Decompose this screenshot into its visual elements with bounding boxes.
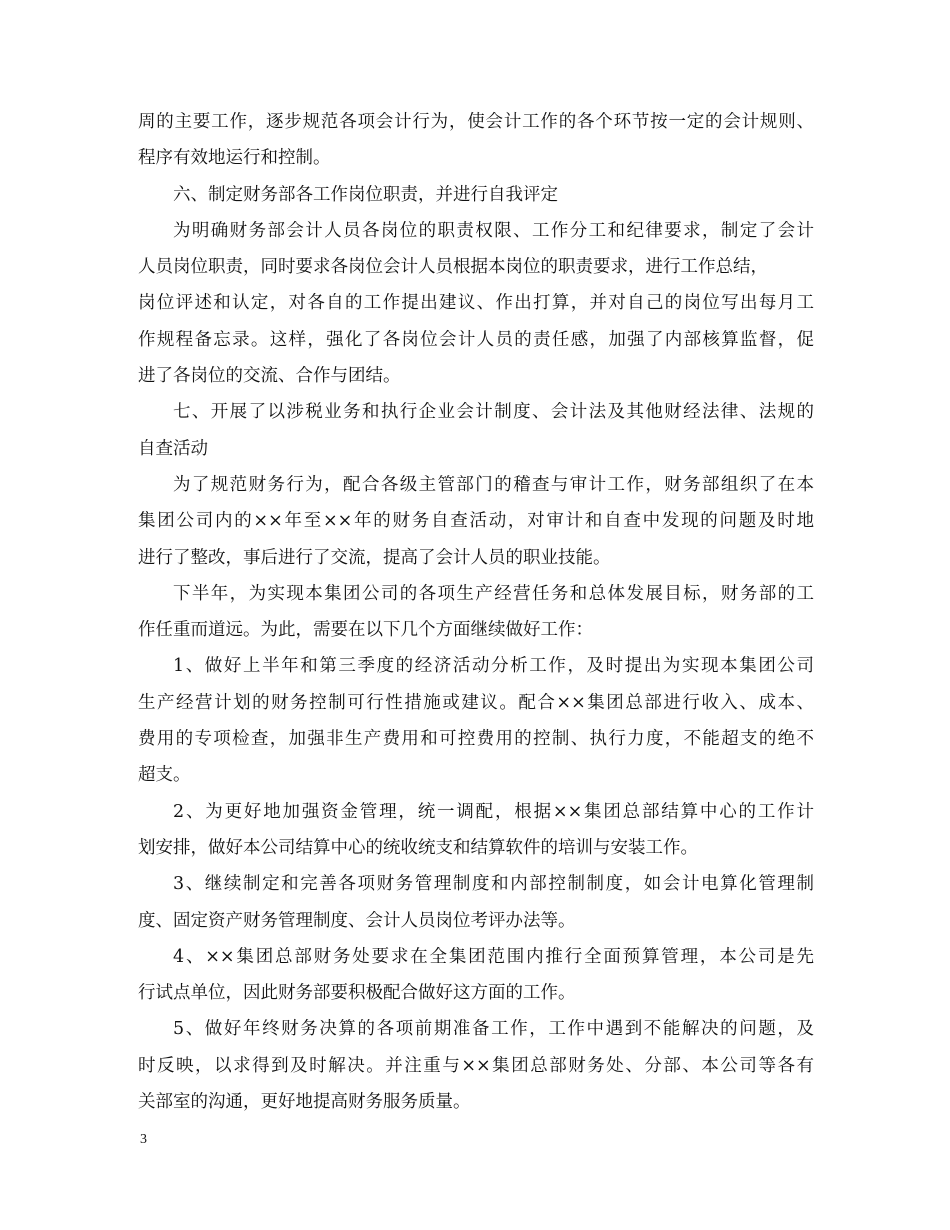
text-line: 集团公司内的××年至××年的财务自查活动，对审计和自查中发现的问题及时地 [138, 511, 814, 532]
text-line: 划安排，做好本公司结算中心的统收统支和结算软件的培训与安装工作。 [138, 837, 698, 858]
text-line: 七、开展了以涉税业务和执行企业会计制度、会计法及其他财经法律、法规的 [173, 402, 814, 423]
text-line: 为明确财务部会计人员各岗位的职责权限、工作分工和纪律要求，制定了会计 [173, 220, 814, 241]
text-line: 为了规范财务行为，配合各级主管部门的稽查与审计工作，财务部组织了在本 [173, 474, 814, 495]
text-line: 岗位评述和认定，对各自的工作提出建议、作出打算，并对自己的岗位写出每月工 [138, 293, 814, 314]
text-line: 作任重而道远。为此，需要在以下几个方面继续做好工作： [138, 620, 593, 641]
text-line: 下半年，为实现本集团公司的各项生产经营任务和总体发展目标，财务部的工 [173, 583, 814, 604]
text-line: 2、为更好地加强资金管理，统一调配，根据××集团总部结算中心的工作计 [173, 801, 814, 822]
page-number: 3 [140, 1132, 147, 1147]
text-line: 六、制定财务部各工作岗位职责，并进行自我评定 [173, 184, 558, 205]
text-line: 4、××集团总部财务处要求在全集团范围内推行全面预算管理，本公司是先 [173, 946, 814, 967]
text-line: 程序有效地运行和控制。 [138, 148, 331, 169]
text-line: 生产经营计划的财务控制可行性措施或建议。配合××集团总部进行收入、成本、 [138, 692, 814, 713]
text-line: 3、继续制定和完善各项财务管理制度和内部控制制度，如会计电算化管理制 [173, 874, 814, 895]
text-line: 5、做好年终财务决算的各项前期准备工作，工作中遇到不能解决的问题，及 [173, 1019, 814, 1040]
document-body [138, 104, 814, 1120]
text-line: 自查活动 [138, 438, 208, 459]
text-line: 费用的专项检查，加强非生产费用和可控费用的控制、执行力度，不能超支的绝不 [138, 729, 814, 750]
text-line: 周的主要工作，逐步规范各项会计行为，使会计工作的各个环节按一定的会计规则、 [138, 112, 814, 132]
text-line: 时反映，以求得到及时解决。并注重与××集团总部财务处、分部、本公司等各有 [138, 1055, 814, 1076]
text-line: 关部室的沟通，更好地提高财务服务质量。 [138, 1092, 471, 1113]
text-line: 行试点单位，因此财务部要积极配合做好这方面的工作。 [138, 983, 576, 1004]
text-line: 1、做好上半年和第三季度的经济活动分析工作，及时提出为实现本集团公司 [173, 656, 814, 677]
text-line: 作规程备忘录。这样，强化了各岗位会计人员的责任感，加强了内部核算监督，促 [138, 329, 814, 350]
text-line: 进了各岗位的交流、合作与团结。 [138, 366, 401, 387]
text-line: 度、固定资产财务管理制度、会计人员岗位考评办法等。 [138, 910, 576, 931]
text-line: 超支。 [138, 765, 191, 786]
text-line: 人员岗位职责，同时要求各岗位会计人员根据本岗位的职责要求，进行工作总结， [138, 257, 768, 278]
text-line: 进行了整改，事后进行了交流，提高了会计人员的职业技能。 [138, 547, 611, 568]
